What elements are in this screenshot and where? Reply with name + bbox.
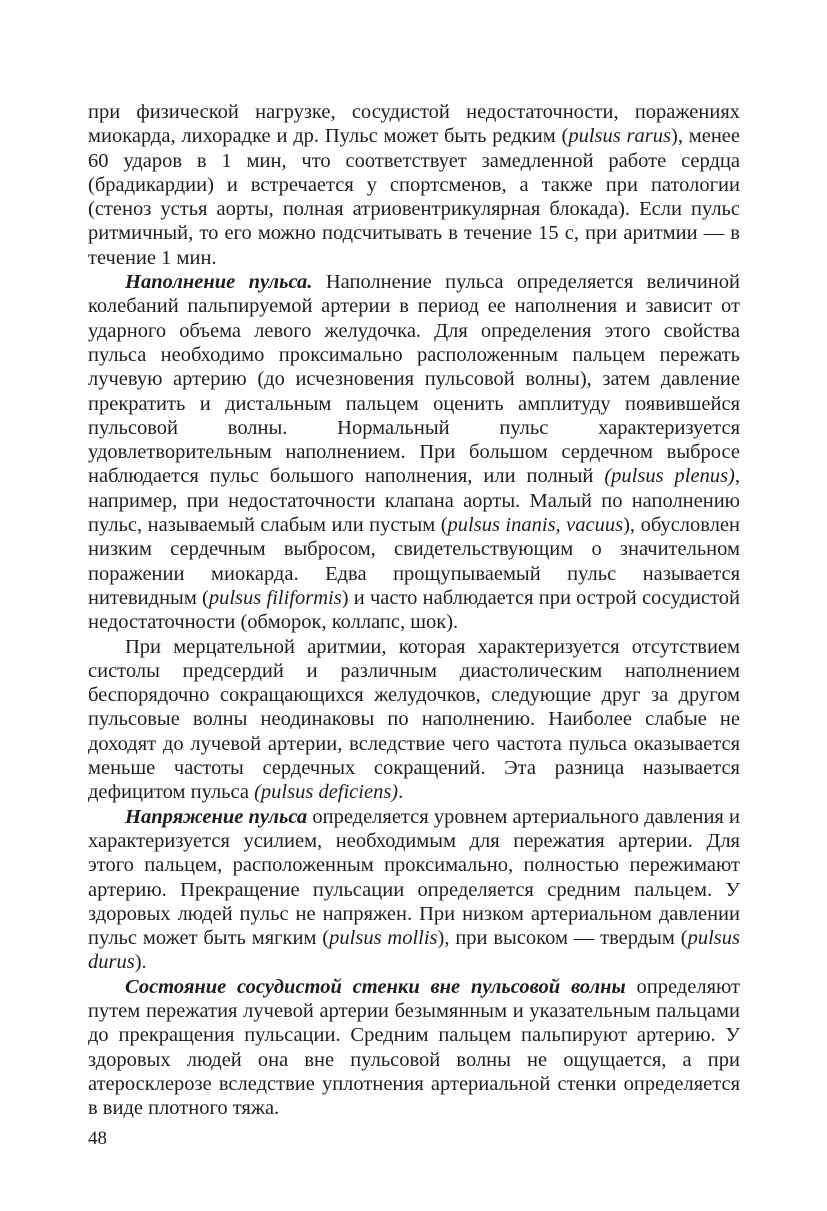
section-heading: Напряжение пульса [125, 805, 308, 828]
paragraph-atrial-fibrillation [88, 635, 740, 805]
paragraph-pulse-rate-continuation [88, 100, 740, 270]
latin-term: (pulsus deficiens) [254, 781, 399, 804]
paragraph-text: ), обусловлен низким сердечным выбросом, свидетельствующим о значительном поражении миокарда. Едва прощупываемый пульс называется нитевидным ( [88, 514, 740, 609]
paragraph-text: При мерцательной аритмии, которая характеризуется отсутствием систолы предсердий и различным диастолическим наполнением беспорядочно сокращающихся желудочков, следующие друг за другом пульсовые волны неодинаковы по наполнению. Наиболее слабые не доходят до лучевой артерии, вследствие чего частота пульса оказывается меньше частоты сердечных сокращений. Эта разница называется дефицитом пульса [88, 635, 740, 804]
latin-term: pulsus rarus [568, 125, 671, 148]
paragraph-text: при физической нагрузке, сосудистой недостаточности, поражениях миокарда, лихорадке и др. Пульс может быть редким ( [88, 101, 740, 148]
section-heading: Наполнение пульса. [125, 271, 313, 294]
paragraph-pulse-filling [88, 270, 740, 634]
paragraph-text: Наполнение пульса определяется величиной колебаний пальпируемой артерии в период ее наполнения и зависит от ударного объема левого желудочка. Для определения этого свойства пульса необходимо проксимально расположенным пальцем пережать лучевую артерию (до исчезновения пульсовой волны), затем давление прекратить и дистальным пальцем оценить амплитуду появившейся пульсовой волны. Нормальный пульс характеризуется удовлетворительным наполнением. При большом сердечном выбросе наблюдается пульс большого наполнения, или полный [88, 271, 740, 488]
latin-term: pulsus filiformis [208, 586, 342, 609]
latin-term: (pulsus plenus) [604, 465, 735, 488]
paragraph-text: . [398, 781, 404, 804]
paragraph-text: ) и часто наблюдается при острой сосудистой недостаточности (обморок, коллапс, шок). [88, 586, 740, 634]
paragraph-text: ), менее 60 ударов в 1 мин, что соответствует замедленной работе сердца (брадикардии) и встречается у спортсменов, а также при патологии (стеноз устья аорты, полная атриовентрикулярная блокада). Если пульс ритмичный, то его можно подсчитывать в течение 15 с, при аритмии — в течение 1 мин. [88, 125, 741, 269]
latin-term: pulsus inanis, vacuus [447, 514, 624, 537]
latin-term: pulsus mollis [329, 927, 438, 950]
section-heading: Состояние сосудистой стенки вне пульсовой волны [125, 975, 626, 998]
paragraph-text: ). [134, 951, 147, 974]
paragraph-pulse-tension [88, 805, 740, 975]
paragraph-vessel-wall [88, 975, 740, 1121]
paragraph-text: , например, при недостаточности клапана аорты. Малый по наполнению пульс, называемый слабым или пустым ( [88, 465, 741, 537]
paragraph-text: ), при высоком — твердым ( [437, 927, 688, 950]
paragraph-text: определяют путем пережатия лучевой артерии безымянным и указательным пальцами до прекращения пульсации. Средним пальцем пальпируют артерию. У здоровых людей она вне пульсовой волны не ощущается, а при атеросклерозе вследствие уплотнения артериальной стенки определяется в виде плотного тяжа. [88, 975, 741, 1120]
page-number: 48 [88, 1128, 107, 1149]
page-body [88, 100, 740, 1120]
latin-term: pulsus durus [88, 927, 740, 974]
paragraph-text: определяется уровнем артериального давления и характеризуется усилием, необходимым для пережатия артерии. Для этого пальцем, расположенным проксимально, полностью пережимают артерию. Прекращение пульсации определяется средним пальцем. У здоровых людей пульс не напряжен. При низком артериальном давлении пульс может быть мягким ( [88, 805, 740, 950]
